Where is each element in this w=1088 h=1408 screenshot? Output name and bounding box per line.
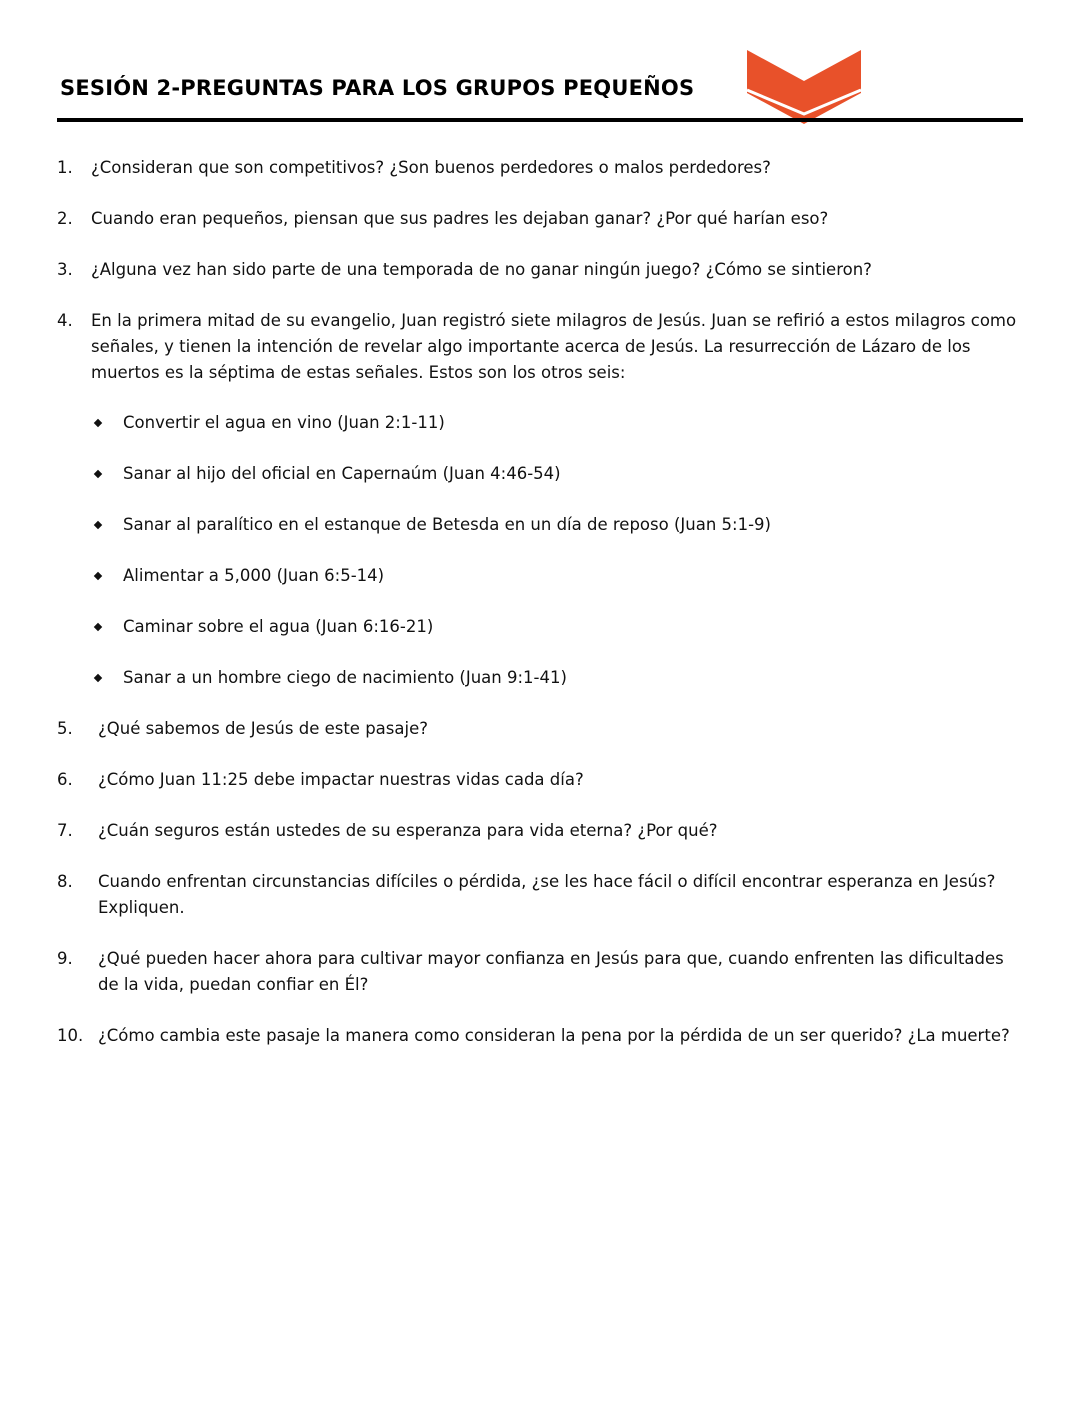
question-number: 3. xyxy=(57,260,73,279)
question-item xyxy=(57,869,1017,921)
question-item xyxy=(57,155,1017,181)
question-text: Cuando eran pequeños, piensan que sus padres les dejaban ganar? ¿Por qué harían eso? xyxy=(91,209,829,228)
list-item-text: Sanar al paralítico en el estanque de Betesda en un día de reposo (Juan 5:1-9) xyxy=(123,515,771,534)
list-item-text: Sanar a un hombre ciego de nacimiento (Juan 9:1-41) xyxy=(123,668,567,687)
diamond-bullet-icon xyxy=(94,419,102,427)
list-item xyxy=(91,614,1017,640)
document-header xyxy=(57,50,1023,124)
header-divider xyxy=(57,118,1023,122)
question-text: ¿Cómo cambia este pasaje la manera como consideran la pena por la pérdida de un ser querido? ¿La muerte? xyxy=(98,1026,1010,1045)
diamond-bullet-icon xyxy=(94,521,102,529)
question-item xyxy=(57,716,1017,742)
question-text: ¿Qué pueden hacer ahora para cultivar mayor confianza en Jesús para que, cuando enfrenten las dificultades de la vida, puedan confiar en Él? xyxy=(98,949,1004,994)
question-text: ¿Consideran que son competitivos? ¿Son buenos perdedores o malos perdedores? xyxy=(91,158,771,177)
question-number: 6. xyxy=(57,770,73,789)
question-text: ¿Cómo Juan 11:25 debe impactar nuestras vidas cada día? xyxy=(98,770,584,789)
question-item xyxy=(57,946,1017,998)
list-item-text: Convertir el agua en vino (Juan 2:1-11) xyxy=(123,413,445,432)
question-item xyxy=(57,308,1017,691)
diamond-bullet-icon xyxy=(94,572,102,580)
question-number: 4. xyxy=(57,311,73,330)
question-text: ¿Cuán seguros están ustedes de su esperanza para vida eterna? ¿Por qué? xyxy=(98,821,718,840)
miracle-list xyxy=(91,410,1017,691)
chevron-logo-icon xyxy=(747,50,861,124)
page-title: SESIÓN 2-PREGUNTAS PARA LOS GRUPOS PEQUEÑOS xyxy=(60,76,695,100)
question-item xyxy=(57,206,1017,232)
list-item-text: Caminar sobre el agua (Juan 6:16-21) xyxy=(123,617,434,636)
question-list xyxy=(57,155,1017,1074)
list-item-text: Sanar al hijo del oficial en Capernaúm (Juan 4:46-54) xyxy=(123,464,561,483)
question-number: 10. xyxy=(57,1026,84,1045)
list-item xyxy=(91,563,1017,589)
diamond-bullet-icon xyxy=(94,674,102,682)
list-item-text: Alimentar a 5,000 (Juan 6:5-14) xyxy=(123,566,385,585)
question-number: 5. xyxy=(57,719,73,738)
diamond-bullet-icon xyxy=(94,623,102,631)
list-item xyxy=(91,410,1017,436)
question-item xyxy=(57,818,1017,844)
list-item xyxy=(91,461,1017,487)
diamond-bullet-icon xyxy=(94,470,102,478)
list-item xyxy=(91,665,1017,691)
list-item xyxy=(91,512,1017,538)
question-text: Cuando enfrentan circunstancias difíciles o pérdida, ¿se les hace fácil o difícil encontrar esperanza en Jesús? Expliquen. xyxy=(98,872,996,917)
question-item xyxy=(57,767,1017,793)
question-item xyxy=(57,257,1017,283)
question-text: En la primera mitad de su evangelio, Juan registró siete milagros de Jesús. Juan se refirió a estos milagros como señales, y tienen la intención de revelar algo importante acerca de Jesús. La resurrección de Lázaro de los muertos es la séptima de estas señales. Estos son los otros seis: xyxy=(91,311,1017,382)
question-text: ¿Alguna vez han sido parte de una temporada de no ganar ningún juego? ¿Cómo se sintieron? xyxy=(91,260,872,279)
question-number: 8. xyxy=(57,872,73,891)
question-number: 2. xyxy=(57,209,73,228)
question-number: 1. xyxy=(57,158,73,177)
question-item xyxy=(57,1023,1017,1049)
question-number: 9. xyxy=(57,949,73,968)
question-number: 7. xyxy=(57,821,73,840)
question-text: ¿Qué sabemos de Jesús de este pasaje? xyxy=(98,719,428,738)
